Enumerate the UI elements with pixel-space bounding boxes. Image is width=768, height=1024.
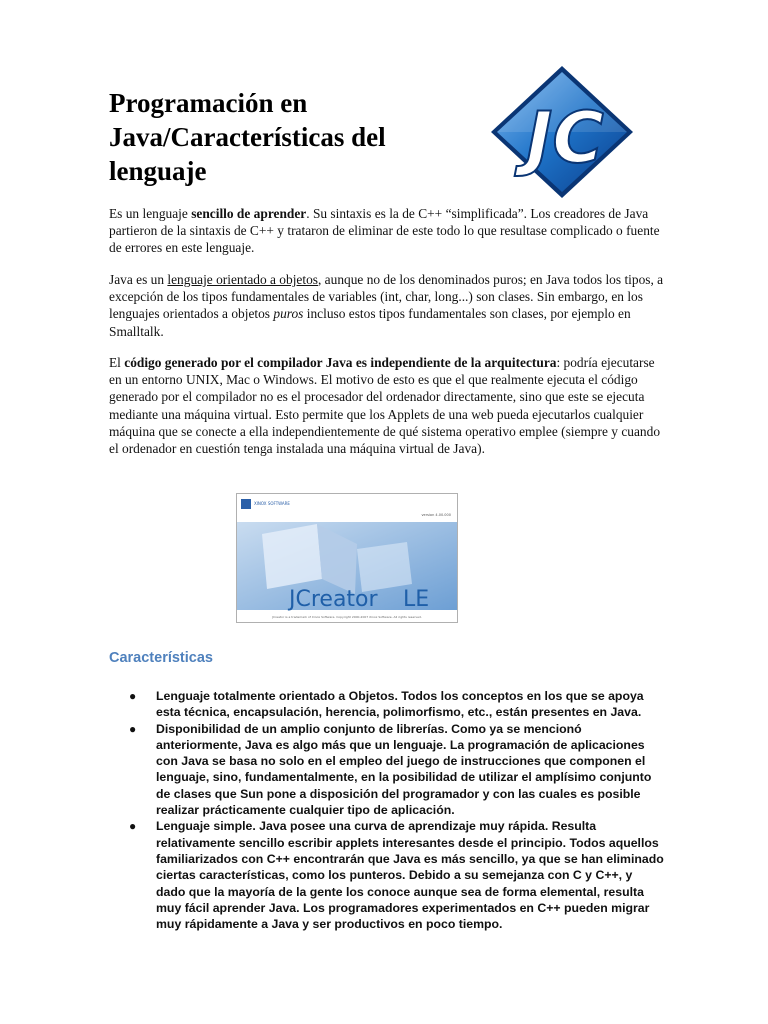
- splash-edition: LE: [403, 587, 430, 612]
- bullet-icon: ●: [129, 689, 137, 703]
- features-list: [129, 688, 665, 932]
- section-heading: Características: [109, 650, 213, 666]
- page-title: Programación en Java/Características del lenguaje: [109, 88, 386, 186]
- feature-text: Lenguaje totalmente orientado a Objetos. Todos los conceptos en los que se apoya esta técnica, encapsulación, herencia, polimorfismo, etc., están presentes en Java.: [156, 689, 644, 720]
- paragraph-3: El código generado por el compilador Java es independiente de la arquitectura: podría ejecutarse en un entorno UNIX, Mac o Windows. El motivo de esto es que el que realmente ejecuta el código generado por el compilador no es el procesador del ordenador directamente, sino que este se ejecuta mediante una máquina virtual. Esto permite que los Applets de una web pueda ejecutarlos cualquier máquina que se conecte a ella independientemente de qué sistema operativo emplee (siempre y cuando el ordenador en cuestión tenga instalada una máquina virtual de Java).: [109, 355, 661, 457]
- feature-item: [129, 688, 665, 721]
- logo-text: JC: [526, 97, 604, 179]
- paragraph-1: Es un lenguaje sencillo de aprender. Su sintaxis es la de C++ “simplificada”. Los creadores de Java partieron de la sintaxis de C++ y trataron de eliminar de este todo lo que resultase complicado o fuente de errores en este lenguaje.: [109, 206, 660, 256]
- feature-text: Disponibilidad de un amplio conjunto de librerías. Como ya se mencionó anteriormente, Java es algo más que un lenguaje. La programación de aplicaciones con Java se basa no solo en el empleo del juego de instrucciones que componen el lenguaje, sino, fundamentalmente, en la posibilidad de utilizar el amplísimo conjunto de clases que Sun pone a disposición del programador y con las cuales es posible realizar prácticamente cualquier tipo de aplicación.: [156, 721, 652, 818]
- paragraph-2: Java es un lenguaje orientado a objetos, aunque no de los denominados puros; en Java todos los tipos, a excepción de los tipos fundamentales de variables (int, char, long...) son clases. Sin embargo, en los lenguajes orientados a objetos puros incluso estos tipos fundamentales son clases, por ejemplo en Smalltalk.: [109, 272, 664, 339]
- oop-link[interactable]: lenguaje orientado a objetos: [167, 272, 318, 287]
- splash-brand: XINOX SOFTWARE: [254, 501, 290, 506]
- feature-text: Lenguaje simple. Java posee una curva de aprendizaje muy rápida. Resulta relativamente sencillo escribir applets interesantes desde el principio. Todos aquellos familiarizados con C++ encontrarán que Java es más sencillo, ya que se han eliminado ciertas características, como los punteros. Debido a su semejanza con C y C++, y dado que la mayoría de la gente los conoce aunque sea de forma elemental, resulta muy fácil aprender Java. Los programadores experimentados en C++ pueden migrar muy rápidamente a Java y ser productivos en poco tiempo.: [156, 819, 664, 932]
- splash-version: version 4.00.000: [421, 513, 451, 517]
- jcreator-splash-image: [236, 493, 458, 623]
- bullet-icon: ●: [129, 721, 137, 736]
- splash-product: JCreator: [289, 587, 378, 612]
- feature-item: [129, 721, 665, 819]
- splash-trademark: JCreator is a trademark of Xinox Software. Copyright 2000-2007 Xinox Software. All rights reserved.: [272, 615, 422, 619]
- jcreator-logo-icon: [487, 62, 637, 202]
- bullet-icon: ●: [129, 819, 137, 834]
- feature-item: [129, 818, 665, 932]
